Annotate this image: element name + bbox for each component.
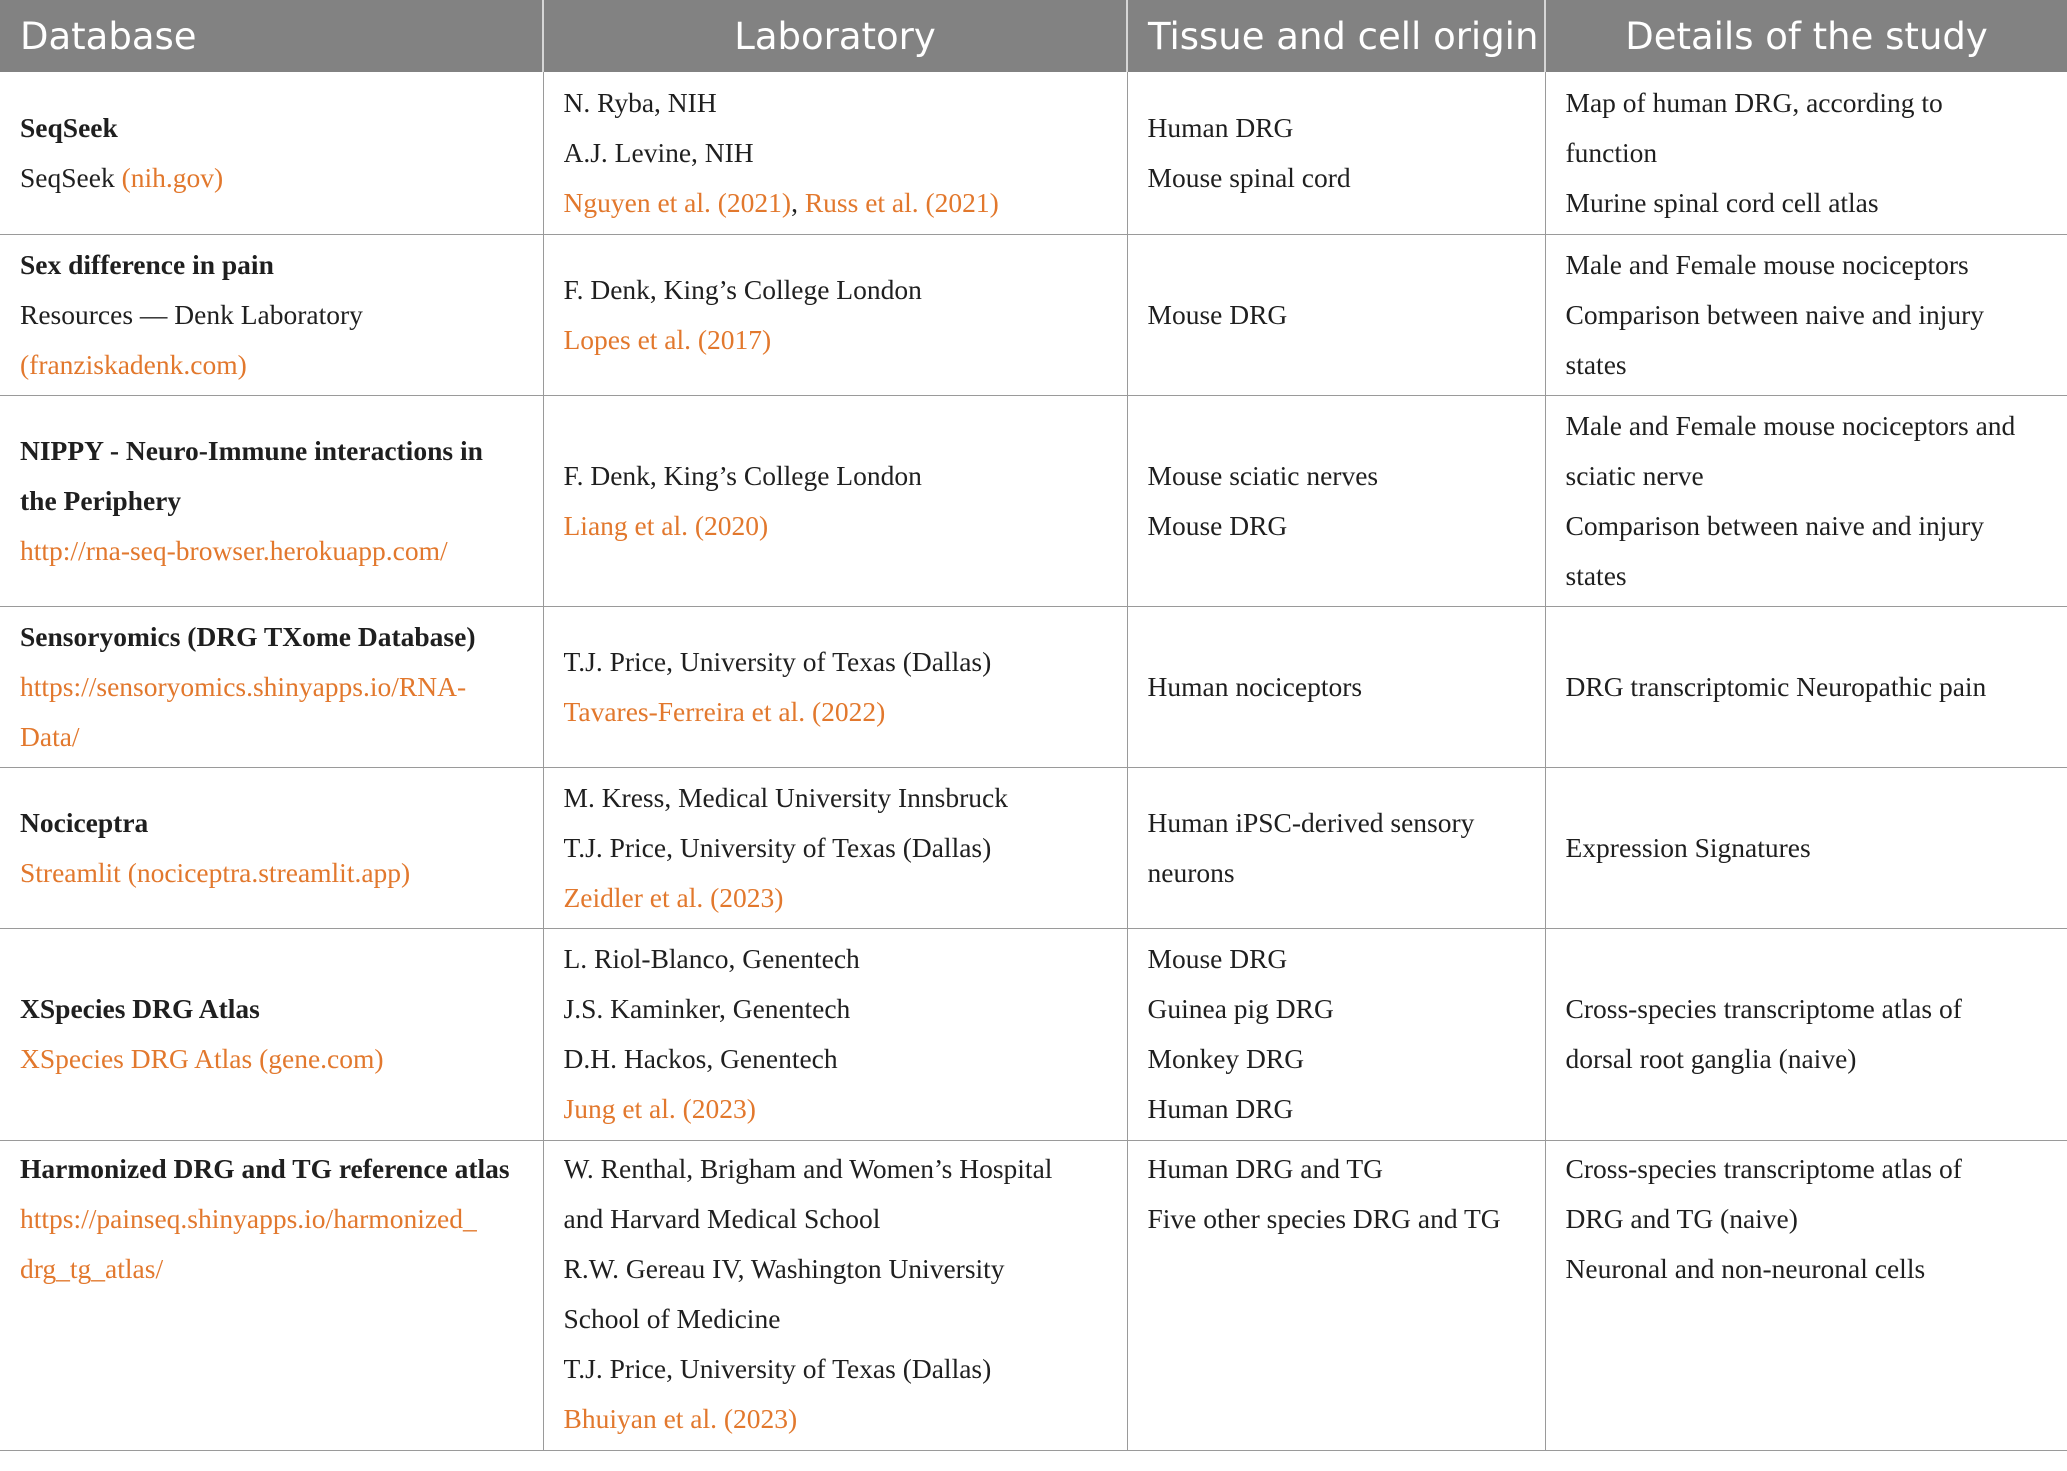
tissue-entry: Human nociceptors [1147, 670, 1363, 702]
details-cell [1545, 234, 2067, 395]
database-name: Sex difference in pain [20, 248, 274, 280]
tissue-cell [1127, 1140, 1545, 1450]
details-entry: Neuronal and non-neuronal cells [1565, 1252, 1926, 1284]
details-cell [1545, 928, 2067, 1140]
table-row [0, 767, 2067, 928]
details-entry: Cross-species transcriptome atlas of [1565, 993, 1962, 1024]
tissue-entry: Mouse DRG [1147, 509, 1288, 541]
lab-entry: L. Riol-Blanco, Genentech [563, 943, 860, 974]
tissue-entry: Human DRG [1147, 1093, 1294, 1124]
database-link[interactable]: https://sensoryomics.shinyapps.io/RNA- [20, 670, 467, 702]
tissue-entry: Human iPSC-derived sensory [1147, 806, 1475, 838]
details-entry: dorsal root ganglia (naive) [1565, 1043, 1857, 1074]
tissue-cell [1127, 72, 1545, 234]
reference-link[interactable]: Jung et al. (2023) [563, 1093, 756, 1124]
database-name: SeqSeek [20, 111, 118, 143]
reference-separator: , [791, 186, 805, 218]
tissue-cell [1127, 395, 1545, 606]
table-row [0, 928, 2067, 1140]
details-cell [1545, 395, 2067, 606]
laboratory-cell [543, 928, 1127, 1140]
reference-link[interactable]: Zeidler et al. (2023) [563, 881, 784, 913]
tissue-entry: Monkey DRG [1147, 1043, 1305, 1074]
database-cell [0, 234, 543, 395]
reference-link[interactable]: Liang et al. (2020) [563, 509, 769, 541]
database-cell [0, 395, 543, 606]
lab-entry: J.S. Kaminker, Genentech [563, 993, 851, 1024]
details-entry: sciatic nerve [1565, 459, 1704, 491]
database-name: NIPPY - Neuro-Immune interactions in [20, 434, 483, 466]
database-link[interactable]: Data/ [20, 720, 80, 752]
lab-entry: T.J. Price, University of Texas (Dallas) [563, 1352, 992, 1384]
laboratory-cell [543, 234, 1127, 395]
details-entry: Cross-species transcriptome atlas of [1565, 1152, 1962, 1184]
reference-link[interactable]: Tavares-Ferreira et al. (2022) [563, 695, 886, 727]
tissue-entry: Five other species DRG and TG [1147, 1202, 1501, 1234]
details-entry: states [1565, 348, 1627, 380]
tissue-cell [1127, 234, 1545, 395]
tissue-entry: Mouse DRG [1147, 298, 1288, 330]
details-entry: Comparison between naive and injury [1565, 298, 1985, 330]
details-entry: DRG transcriptomic Neuropathic pain [1565, 670, 1987, 702]
database-cell [0, 767, 543, 928]
details-entry: Comparison between naive and injury [1565, 509, 1985, 541]
table-row [0, 234, 2067, 395]
details-entry: Murine spinal cord cell atlas [1565, 186, 1879, 218]
database-link[interactable]: Streamlit (nociceptra.streamlit.app) [20, 856, 411, 888]
details-cell [1545, 1140, 2067, 1450]
lab-entry: M. Kress, Medical University Innsbruck [563, 781, 1008, 813]
database-link[interactable]: drg_tg_atlas/ [20, 1252, 164, 1284]
lab-entry: and Harvard Medical School [563, 1202, 881, 1234]
laboratory-cell [543, 767, 1127, 928]
database-link[interactable]: https://painseq.shinyapps.io/harmonized_ [20, 1202, 477, 1234]
database-name: Sensoryomics (DRG TXome Database) [20, 620, 476, 652]
reference-line [564, 178, 1107, 228]
details-entry: states [1565, 559, 1627, 591]
tissue-entry: Human DRG [1147, 111, 1294, 143]
tissue-entry: Mouse sciatic nerves [1147, 459, 1379, 491]
tissue-entry: Mouse DRG [1147, 943, 1288, 974]
lab-entry: D.H. Hackos, Genentech [563, 1043, 838, 1074]
reference-link[interactable]: Bhuiyan et al. (2023) [563, 1402, 798, 1434]
header-tissue: Tissue and cell origin [1127, 0, 1545, 72]
details-entry: Male and Female mouse nociceptors and [1565, 409, 2016, 441]
lab-entry: T.J. Price, University of Texas (Dallas) [563, 645, 992, 677]
database-name: the Periphery [20, 484, 182, 516]
details-cell [1545, 767, 2067, 928]
laboratory-cell [543, 72, 1127, 234]
tissue-entry: Human DRG and TG [1147, 1152, 1384, 1184]
lab-entry: A.J. Levine, NIH [563, 136, 754, 168]
database-link[interactable]: (franziskadenk.com) [20, 348, 247, 380]
table-row [0, 72, 2067, 234]
tissue-cell [1127, 928, 1545, 1140]
database-cell [0, 928, 543, 1140]
database-cell [0, 72, 543, 234]
details-cell [1545, 72, 2067, 234]
tissue-cell [1127, 606, 1545, 767]
lab-entry: F. Denk, King’s College London [563, 273, 922, 305]
lab-entry: F. Denk, King’s College London [563, 459, 922, 491]
lab-entry: W. Renthal, Brigham and Women’s Hospital [563, 1152, 1053, 1184]
tissue-entry: neurons [1147, 856, 1235, 888]
laboratory-cell [543, 606, 1127, 767]
database-link[interactable]: (nih.gov) [121, 161, 224, 193]
database-name: XSpecies DRG Atlas [20, 993, 260, 1024]
lab-entry: T.J. Price, University of Texas (Dallas) [563, 831, 992, 863]
tissue-entry: Mouse spinal cord [1147, 161, 1351, 193]
details-cell [1545, 606, 2067, 767]
database-link-label: SeqSeek [20, 161, 122, 193]
reference-link[interactable]: Lopes et al. (2017) [563, 323, 772, 355]
lab-entry: N. Ryba, NIH [563, 86, 717, 118]
lab-entry: R.W. Gereau IV, Washington University [563, 1252, 1005, 1284]
table-row [0, 395, 2067, 606]
laboratory-cell [543, 395, 1127, 606]
tissue-cell [1127, 767, 1545, 928]
tissue-entry: Guinea pig DRG [1147, 993, 1334, 1024]
database-link-label: Resources — Denk Laboratory [20, 298, 363, 330]
laboratory-cell [543, 1140, 1127, 1450]
database-cell [0, 1140, 543, 1450]
details-entry: Male and Female mouse nociceptors [1565, 248, 1969, 280]
database-link-line [20, 153, 523, 203]
header-details: Details of the study [1545, 0, 2067, 72]
lab-entry: School of Medicine [563, 1302, 781, 1334]
header-database: Database [0, 0, 543, 72]
database-link[interactable]: http://rna-seq-browser.herokuapp.com/ [20, 534, 448, 566]
reference-link[interactable]: Nguyen et al. (2021) [563, 186, 792, 218]
database-cell [0, 606, 543, 767]
details-entry: DRG and TG (naive) [1565, 1202, 1798, 1234]
table-row [0, 1140, 2067, 1450]
header-row [0, 0, 2067, 72]
details-entry: function [1565, 136, 1658, 168]
details-entry: Expression Signatures [1565, 831, 1811, 863]
reference-link[interactable]: Russ et al. (2021) [804, 186, 999, 218]
database-link[interactable]: XSpecies DRG Atlas (gene.com) [20, 1043, 384, 1074]
details-entry: Map of human DRG, according to [1565, 86, 1943, 118]
database-name: Nociceptra [20, 806, 149, 838]
database-name: Harmonized DRG and TG reference atlas [20, 1152, 510, 1184]
table-row [0, 606, 2067, 767]
header-laboratory: Laboratory [543, 0, 1127, 72]
